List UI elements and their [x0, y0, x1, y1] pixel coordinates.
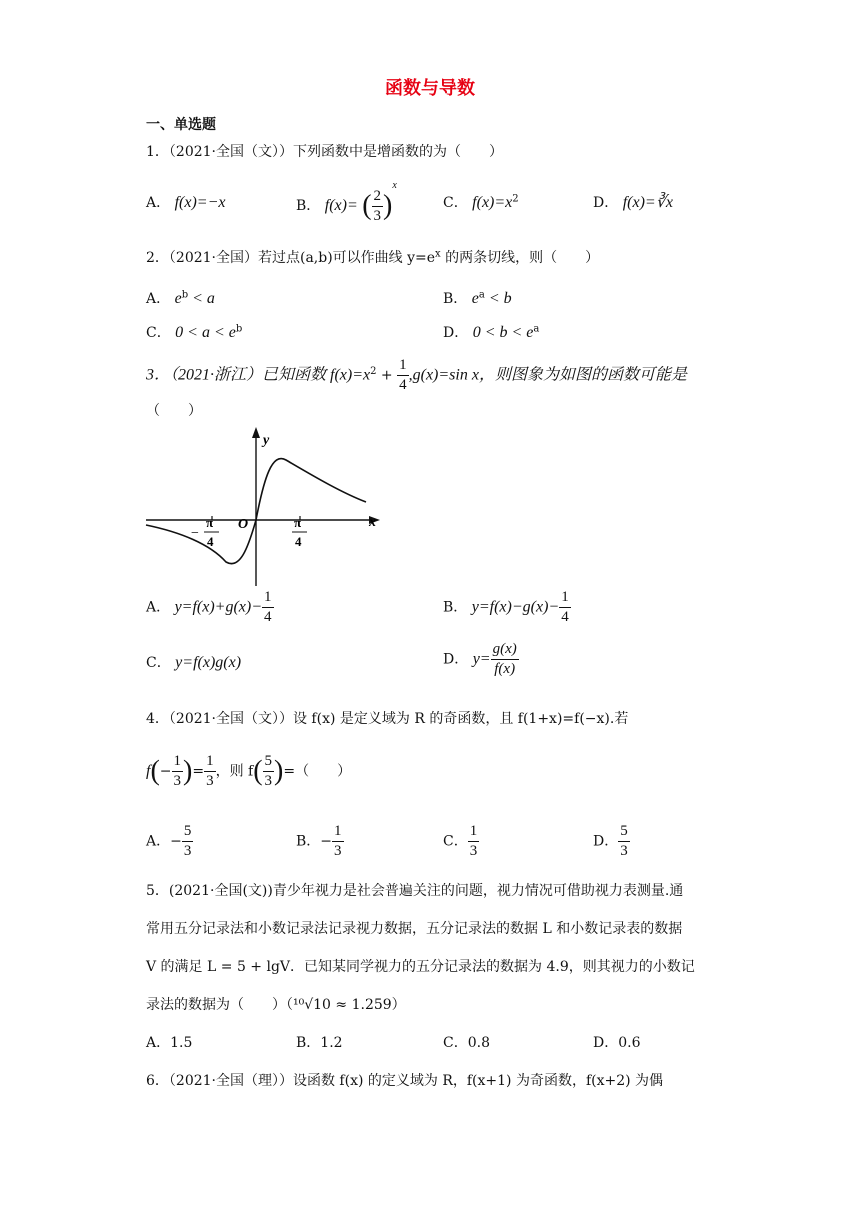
- question-1-stem: 1．（2021·全国（文））下列函数中是增函数的为（ ）: [146, 144, 503, 160]
- exponent: b: [181, 289, 189, 301]
- fraction: $\frac{2}{3}$: [373, 187, 382, 224]
- q1-option-b[interactable]: [296, 180, 397, 224]
- option-math: 0 < a < e: [175, 324, 236, 341]
- fraction: $\frac{1}{4}$: [399, 357, 407, 393]
- option-math-tail: < a: [188, 290, 215, 307]
- question-3-paren: （ ）: [146, 403, 202, 419]
- tick-label-num-pos: π: [294, 515, 302, 530]
- q5-option-d[interactable]: D．0.6: [593, 1035, 641, 1051]
- question-6-line1: 6．（2021·全国（理））设函数 f(x) 的定义域为 R，f(x+1) 为奇函数，f(x+2) 为偶: [146, 1073, 664, 1089]
- stem-mid: ，则 f: [215, 763, 254, 780]
- q2-option-b[interactable]: [443, 288, 512, 308]
- q4-option-b[interactable]: [296, 824, 344, 859]
- option-label: D．: [593, 833, 619, 850]
- paren-right: ): [274, 755, 284, 787]
- q4-option-d[interactable]: [593, 824, 630, 859]
- option-label: D．: [593, 195, 619, 211]
- section-heading: 一、单选题: [146, 117, 216, 133]
- plus-sign: +: [376, 367, 398, 384]
- q2-option-c[interactable]: [146, 322, 242, 342]
- fraction: $\frac{5}{3}$: [264, 753, 273, 789]
- question-4-stem-line2: [146, 754, 351, 789]
- tick-label-den-pos: 4: [295, 534, 302, 549]
- q5-option-b[interactable]: B．1.2: [296, 1035, 343, 1051]
- question-2-stem: [146, 247, 599, 267]
- option-math: e: [471, 290, 479, 307]
- option-label: A．: [146, 195, 171, 211]
- stem-tail: ,g(x)=sin x，则图象为如图的函数可能是: [408, 366, 687, 384]
- q5-option-c[interactable]: C．0.8: [443, 1035, 490, 1051]
- option-math: y=f(x)+g(x)−: [174, 598, 263, 616]
- option-label: C．: [146, 655, 171, 671]
- paren-right: ): [183, 755, 193, 787]
- exponent: 2: [512, 193, 519, 205]
- paren-right: ): [383, 190, 393, 221]
- q2-option-a[interactable]: [146, 288, 215, 308]
- stem-tail: =（ ）: [283, 763, 352, 780]
- q3-function-graph: [140, 420, 400, 590]
- option-math: y=: [472, 650, 491, 668]
- option-math: f(x)=: [324, 197, 358, 214]
- option-label: C．: [443, 833, 468, 850]
- option-label: A．: [146, 291, 171, 307]
- question-3-stem: [146, 358, 687, 393]
- fraction: $\frac{1}{4}$: [561, 589, 569, 625]
- q4-option-c[interactable]: [443, 824, 479, 859]
- option-label: B．: [296, 833, 321, 850]
- option-math: 0 < b < e: [472, 324, 534, 341]
- exponent: a: [478, 289, 485, 301]
- y-axis-arrow: [252, 427, 260, 438]
- question-5-line1: 5．(2021·全国(文))青少年视力是社会普遍关注的问题，视力情况可借助视力表测量.通: [146, 883, 684, 899]
- q3-option-c[interactable]: [146, 652, 241, 672]
- question-5-line4: 录法的数据为（ ）（¹⁰√10 ≈ 1.259）: [146, 997, 406, 1013]
- exponent: b: [235, 323, 243, 335]
- paren-left: (: [150, 755, 160, 787]
- option-label: A．: [146, 599, 171, 616]
- q4-option-a[interactable]: [146, 824, 193, 859]
- negative-sign: −: [320, 833, 333, 850]
- q3-option-b[interactable]: [443, 590, 571, 625]
- tick-label-num-neg: π: [206, 515, 214, 530]
- equals-sign: =: [192, 763, 205, 780]
- question-5-line3: V 的满足 L = 5 + lgV．已知某同学视力的五分记录法的数据为 4.9，则其视力的小数记: [146, 959, 695, 975]
- q1-option-c[interactable]: [443, 192, 519, 212]
- q1-option-a[interactable]: [146, 192, 225, 212]
- exponent: 2: [370, 365, 377, 377]
- page-title: 函数与导数: [385, 78, 475, 99]
- negative-sign: −: [170, 833, 182, 850]
- q3-option-a[interactable]: [146, 590, 274, 625]
- option-label: B．: [296, 198, 321, 214]
- func-f: f: [146, 762, 151, 780]
- origin-label: O: [238, 517, 249, 532]
- fraction: $\frac{1}{3}$: [206, 753, 214, 789]
- q3-option-d[interactable]: [443, 642, 519, 677]
- option-math: f(x)=∛x: [622, 194, 673, 211]
- option-math: f(x)=−x: [174, 194, 226, 211]
- exponent: x: [392, 180, 397, 191]
- option-math: e: [174, 290, 182, 307]
- q5-option-a[interactable]: A．1.5: [146, 1035, 193, 1051]
- option-label: C．: [146, 325, 171, 341]
- exponent: a: [533, 323, 540, 335]
- q2-option-d[interactable]: [443, 322, 539, 342]
- option-label: C．: [443, 195, 468, 211]
- option-math: y=f(x)−g(x)−: [471, 598, 560, 616]
- option-label: A．: [146, 833, 171, 850]
- stem-tail: 的两条切线，则（ ）: [440, 250, 600, 266]
- x-axis-label: x: [369, 515, 376, 530]
- negative-sign: −: [159, 763, 172, 780]
- exponent: x: [435, 248, 441, 260]
- stem-text: 3．（2021·浙江）已知函数 f(x)=x: [146, 366, 371, 384]
- fraction: $\frac{1}{3}$: [334, 823, 342, 859]
- option-label: D．: [443, 325, 469, 341]
- q1-option-d[interactable]: [593, 192, 673, 212]
- option-math-tail: < b: [484, 290, 512, 307]
- paren-left: (: [362, 190, 372, 221]
- question-5-line2: 常用五分记录法和小数记录法记录视力数据，五分记录法的数据 L 和小数记录表的数据: [146, 921, 683, 937]
- option-label: B．: [443, 599, 468, 616]
- question-4-stem-line1: 4．（2021·全国（文））设 f(x) 是定义域为 R 的奇函数，且 f(1+x)=f(−x).若: [146, 711, 629, 727]
- tick-label-den-neg: 4: [207, 534, 214, 549]
- fraction: $\frac{g(x)}{f(x)}$: [492, 641, 517, 677]
- fraction: $\frac{1}{3}$: [469, 823, 478, 859]
- option-math: y=f(x)g(x): [175, 654, 242, 671]
- fraction: $\frac{5}{3}$: [620, 823, 628, 859]
- option-label: D．: [443, 651, 469, 668]
- option-math: f(x)=x: [472, 194, 513, 211]
- paren-left: (: [253, 755, 263, 787]
- stem-text: 2．（2021·全国）若过点(a,b)可以作曲线 y=e: [146, 250, 436, 266]
- fraction: $\frac{1}{3}$: [173, 753, 182, 789]
- negative-sign: −: [191, 526, 199, 541]
- option-label: B．: [443, 291, 468, 307]
- fraction: $\frac{5}{3}$: [183, 823, 192, 859]
- y-axis-label: y: [263, 433, 270, 448]
- fraction: $\frac{1}{4}$: [264, 589, 272, 625]
